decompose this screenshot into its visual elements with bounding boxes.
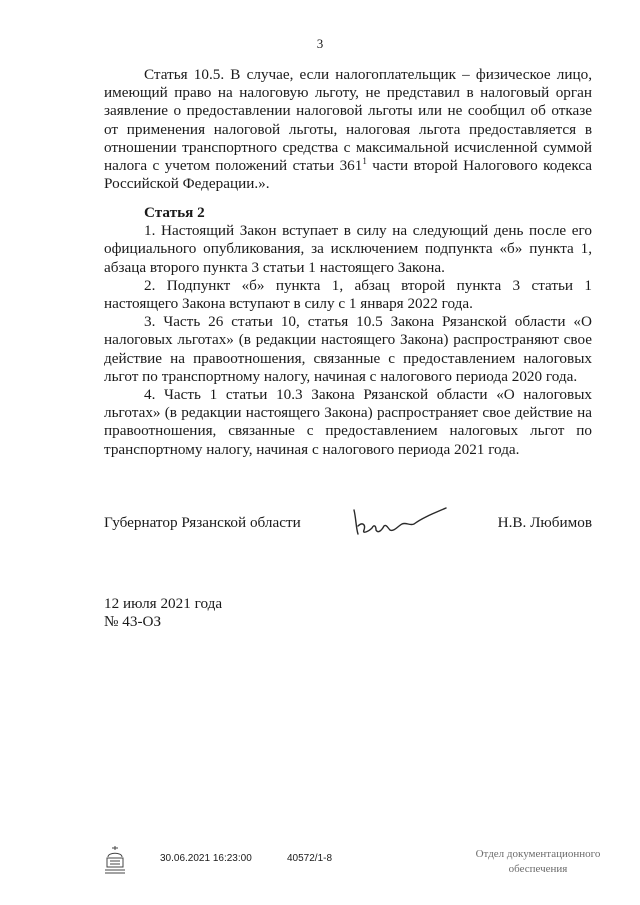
law-number: № 43-ОЗ: [104, 613, 162, 631]
emblem-icon: [102, 843, 128, 877]
article-2-paragraph-3: 3. Часть 26 статьи 10, статья 10.5 Закона Рязанской области «О налоговых льготах» (в редакции настоящего Закона) распространяют свое действие на правоотношения, связанные с предоставлением налоговых льгот по транспортному налогу, начиная с налогового периода 2020 года.: [104, 313, 592, 385]
page-number: 3: [316, 36, 324, 51]
footer-timestamp: 30.06.2021 16:23:00: [160, 853, 252, 864]
footer: [0, 843, 640, 883]
governor-title: Губернатор Рязанской области: [104, 514, 301, 531]
article-10-5: [104, 66, 592, 193]
article-2-paragraph-1: 1. Настоящий Закон вступает в силу на следующий день после его официального опубликования, за исключением подпункта «б» пункта 1, абзаца второго пункта 3 статьи 1 настоящего Закона.: [104, 222, 592, 276]
stamp-line-2: обеспечения: [508, 863, 568, 875]
article-2: [104, 204, 592, 459]
article-10-5-text-tail: части второй Налогового кодекса Российской Федерации.».: [104, 157, 592, 193]
department-stamp: [458, 847, 618, 877]
law-date: 12 июля 2021 года: [104, 595, 223, 612]
stamp-line-1: Отдел документационного: [475, 848, 601, 860]
handwritten-signature: [350, 504, 450, 540]
article-2-paragraph-4: 4. Часть 1 статьи 10.3 Закона Рязанской области «О налоговых льготах» (в редакции настоящего Закона) распространяет свое действие на правоотношения, связанные с предоставлением налоговых льгот по транспортному налогу, начиная с налогового периода 2021 года.: [104, 386, 592, 458]
signature-block: [104, 512, 592, 552]
article-10-5-text-main: Статья 10.5. В случае, если налогоплательщик – физическое лицо, имеющий право на налоговую льготу, не представил в налоговый орган заявление о предоставлении налоговой льготы или не сообщил об отказе от применения налоговой льготы, налоговая льгота предоставляется в отношении транспортного средства с максимальной исчисленной суммой налога с учетом положений статьи 361: [104, 66, 592, 175]
date-block: [104, 595, 222, 631]
article-10-5-text: [104, 66, 592, 193]
footer-document-number: 40572/1-8: [287, 853, 333, 864]
article-2-heading: Статья 2: [144, 204, 205, 221]
governor-name: Н.В. Любимов: [497, 514, 592, 531]
article-2-paragraph-2: 2. Подпункт «б» пункта 1, абзац второй пункта 3 статьи 1 настоящего Закона вступают в силу с 1 января 2022 года.: [104, 276, 592, 313]
article-10-5-superscript: 1: [362, 155, 367, 166]
